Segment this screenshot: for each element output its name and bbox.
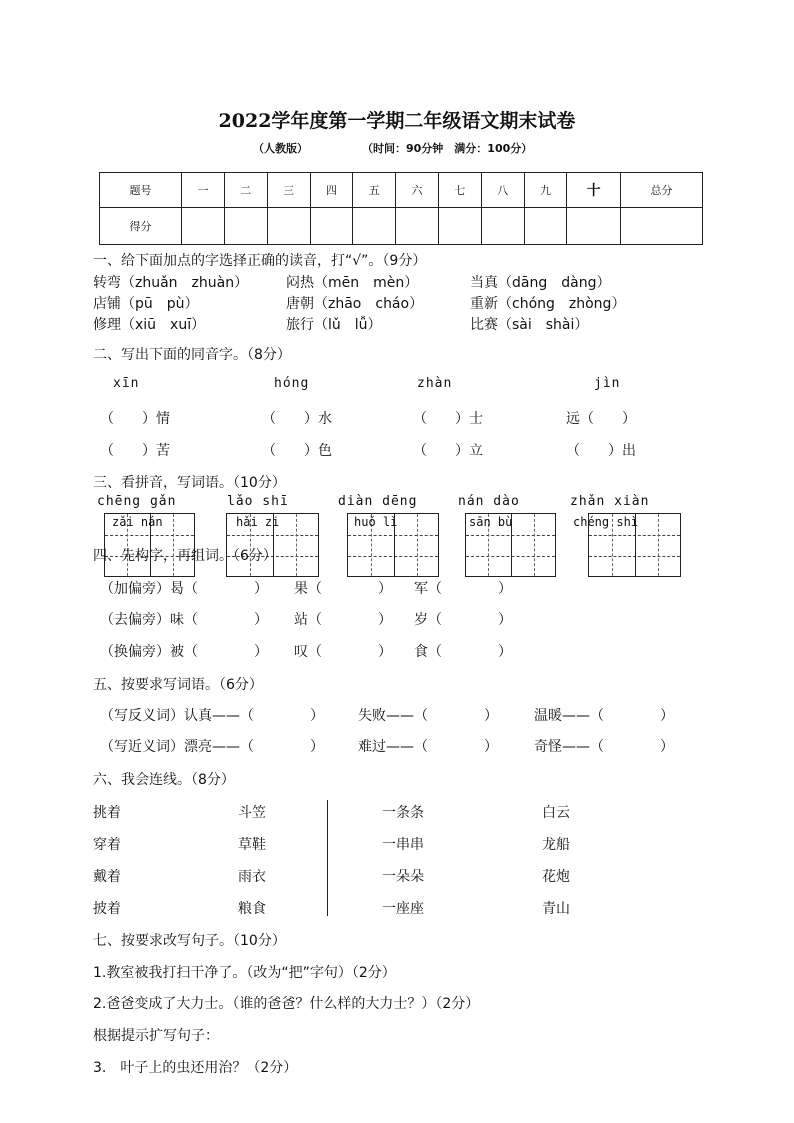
s3-pinyin: lǎo shī (227, 494, 289, 509)
s2-blank[interactable]: （ ）立 (413, 443, 483, 459)
s6-col1[interactable]: 挑着 (93, 805, 121, 821)
s7-question: 3. 叶子上的虫还用治？（2分） (93, 1060, 298, 1076)
s6-col2[interactable]: 斗笠 (238, 805, 266, 821)
s2-blank[interactable]: （ ）士 (413, 411, 483, 427)
score-field[interactable] (438, 208, 481, 245)
s1-item: 当真（dāng dàng） (470, 275, 611, 291)
score-field[interactable] (567, 208, 621, 245)
cell-q9: 九 (524, 173, 567, 208)
s5-item[interactable]: 温暖——（ ） (534, 708, 674, 724)
section-3-heading: 三、看拼音，写词语。（10分） (93, 475, 286, 491)
s7-hint: 根据提示扩写句子： (93, 1028, 219, 1044)
edition-label: （人教版） (253, 142, 308, 155)
s1-item: 转弯（zhuǎn zhuàn） (93, 275, 249, 291)
cell-q1: 一 (182, 173, 225, 208)
cell-score-label: 得分 (100, 208, 182, 245)
s2-blank[interactable]: （ ）情 (100, 411, 170, 427)
s1-item: 店铺（pū pù） (93, 296, 199, 312)
s5-item[interactable]: （写近义词）漂亮——（ ） (100, 739, 324, 755)
s4-item[interactable]: （去偏旁）味（ ） (100, 612, 268, 628)
s6-col3[interactable]: 一朵朵 (382, 869, 424, 885)
cell-q2: 二 (224, 173, 267, 208)
s6-col1[interactable]: 穿着 (93, 837, 121, 853)
cell-q5: 五 (353, 173, 396, 208)
s3-pinyin: chēng gǎn (97, 494, 177, 509)
score-field[interactable] (620, 208, 702, 245)
s4-item[interactable]: 果（ ） (294, 581, 392, 597)
time-info: （时间：90分钟 满分：100分） (362, 142, 533, 155)
s6-col4[interactable]: 青山 (542, 901, 570, 917)
s3-pinyin: zhǎn xiàn (570, 494, 650, 509)
s6-col4[interactable]: 龙船 (542, 837, 570, 853)
s4-item[interactable]: 叹（ ） (294, 644, 392, 660)
s3-grid-pinyin: chéng shì (573, 515, 639, 529)
exam-title: 2022学年度第一学期二年级语文期末试卷 (218, 110, 576, 132)
cell-q3: 三 (267, 173, 310, 208)
s3-pinyin: nán dào (458, 494, 520, 509)
section-2-heading: 二、写出下面的同音字。（8分） (93, 347, 291, 363)
s6-col2[interactable]: 草鞋 (238, 837, 266, 853)
s1-item: 比赛（sài shài） (470, 317, 589, 333)
section-1-heading: 一、给下面加点的字选择正确的读音，打“√”。（9分） (93, 253, 427, 269)
s5-item[interactable]: 难过——（ ） (358, 739, 498, 755)
section-4-heading: 四、先构字，再组词。（6分） (93, 548, 277, 564)
cell-total: 总分 (620, 173, 702, 208)
s6-col1[interactable]: 戴着 (93, 869, 121, 885)
column-divider (327, 800, 328, 916)
score-table-score-row (100, 208, 703, 245)
s1-item: 闷热（mēn mèn） (286, 275, 419, 291)
s2-blank[interactable]: （ ）水 (262, 411, 332, 427)
s5-item[interactable]: 奇怪——（ ） (534, 739, 674, 755)
s4-item[interactable]: 食（ ） (414, 644, 512, 660)
cell-q7: 七 (438, 173, 481, 208)
s2-blank[interactable]: （ ）出 (566, 443, 636, 459)
s3-grid-pinyin: huǒ lì (354, 515, 398, 529)
s5-item[interactable]: 失败——（ ） (358, 708, 498, 724)
s4-item[interactable]: （加偏旁）曷（ ） (100, 581, 268, 597)
s1-item: 修理（xiū xuī） (93, 317, 206, 333)
s3-grid-pinyin: sān bù (469, 515, 513, 529)
s1-item: 旅行（lǔ lǚ） (286, 317, 382, 333)
s7-question: 1.教室被我打扫干净了。（改为“把”字句）（2分） (93, 965, 396, 981)
s6-col4[interactable]: 花炮 (542, 869, 570, 885)
s2-pinyin: jìn (594, 376, 621, 391)
cell-label: 题号 (100, 173, 182, 208)
s1-item: 唐朝（zhāo cháo） (286, 296, 424, 312)
s6-col3[interactable]: 一条条 (382, 805, 424, 821)
score-field[interactable] (224, 208, 267, 245)
s2-pinyin: zhàn (417, 376, 453, 391)
s6-col2[interactable]: 雨衣 (238, 869, 266, 885)
cell-q8: 八 (481, 173, 524, 208)
s4-item[interactable]: （换偏旁）被（ ） (100, 644, 268, 660)
s2-pinyin: hóng (274, 376, 310, 391)
s3-pinyin: diàn dēng (338, 494, 418, 509)
s6-col4[interactable]: 白云 (542, 805, 570, 821)
score-table-header-row (100, 173, 703, 208)
cell-q4: 四 (310, 173, 353, 208)
s1-item: 重新（chóng zhòng） (470, 296, 626, 312)
score-field[interactable] (267, 208, 310, 245)
s7-question: 2.爸爸变成了大力士。（谁的爸爸？什么样的大力士？）（2分） (93, 996, 480, 1012)
section-7-heading: 七、按要求改写句子。（10分） (93, 933, 286, 949)
s2-pinyin: xīn (113, 376, 140, 391)
cell-q10: 十 (567, 173, 621, 208)
score-table (99, 172, 703, 245)
section-6-heading: 六、我会连线。（8分） (93, 772, 235, 788)
score-field[interactable] (481, 208, 524, 245)
s6-col3[interactable]: 一串串 (382, 837, 424, 853)
section-5-heading: 五、按要求写词语。（6分） (93, 677, 263, 693)
s4-item[interactable]: 军（ ） (414, 581, 512, 597)
score-field[interactable] (524, 208, 567, 245)
s2-blank[interactable]: 远（ ） (566, 411, 636, 427)
score-field[interactable] (396, 208, 439, 245)
s6-col1[interactable]: 披着 (93, 901, 121, 917)
s6-col2[interactable]: 粮食 (238, 901, 266, 917)
s4-item[interactable]: 站（ ） (294, 612, 392, 628)
s5-item[interactable]: （写反义词）认真——（ ） (100, 708, 324, 724)
score-field[interactable] (353, 208, 396, 245)
cell-q6: 六 (396, 173, 439, 208)
s3-grid-pinyin: hǎi zi (236, 515, 280, 529)
s2-blank[interactable]: （ ）苦 (100, 443, 170, 459)
s3-grid-pinyin: zǎi nán (112, 515, 163, 529)
score-field[interactable] (182, 208, 225, 245)
s6-col3[interactable]: 一座座 (382, 901, 424, 917)
s2-blank[interactable]: （ ）色 (262, 443, 332, 459)
s4-item[interactable]: 岁（ ） (414, 612, 512, 628)
score-field[interactable] (310, 208, 353, 245)
